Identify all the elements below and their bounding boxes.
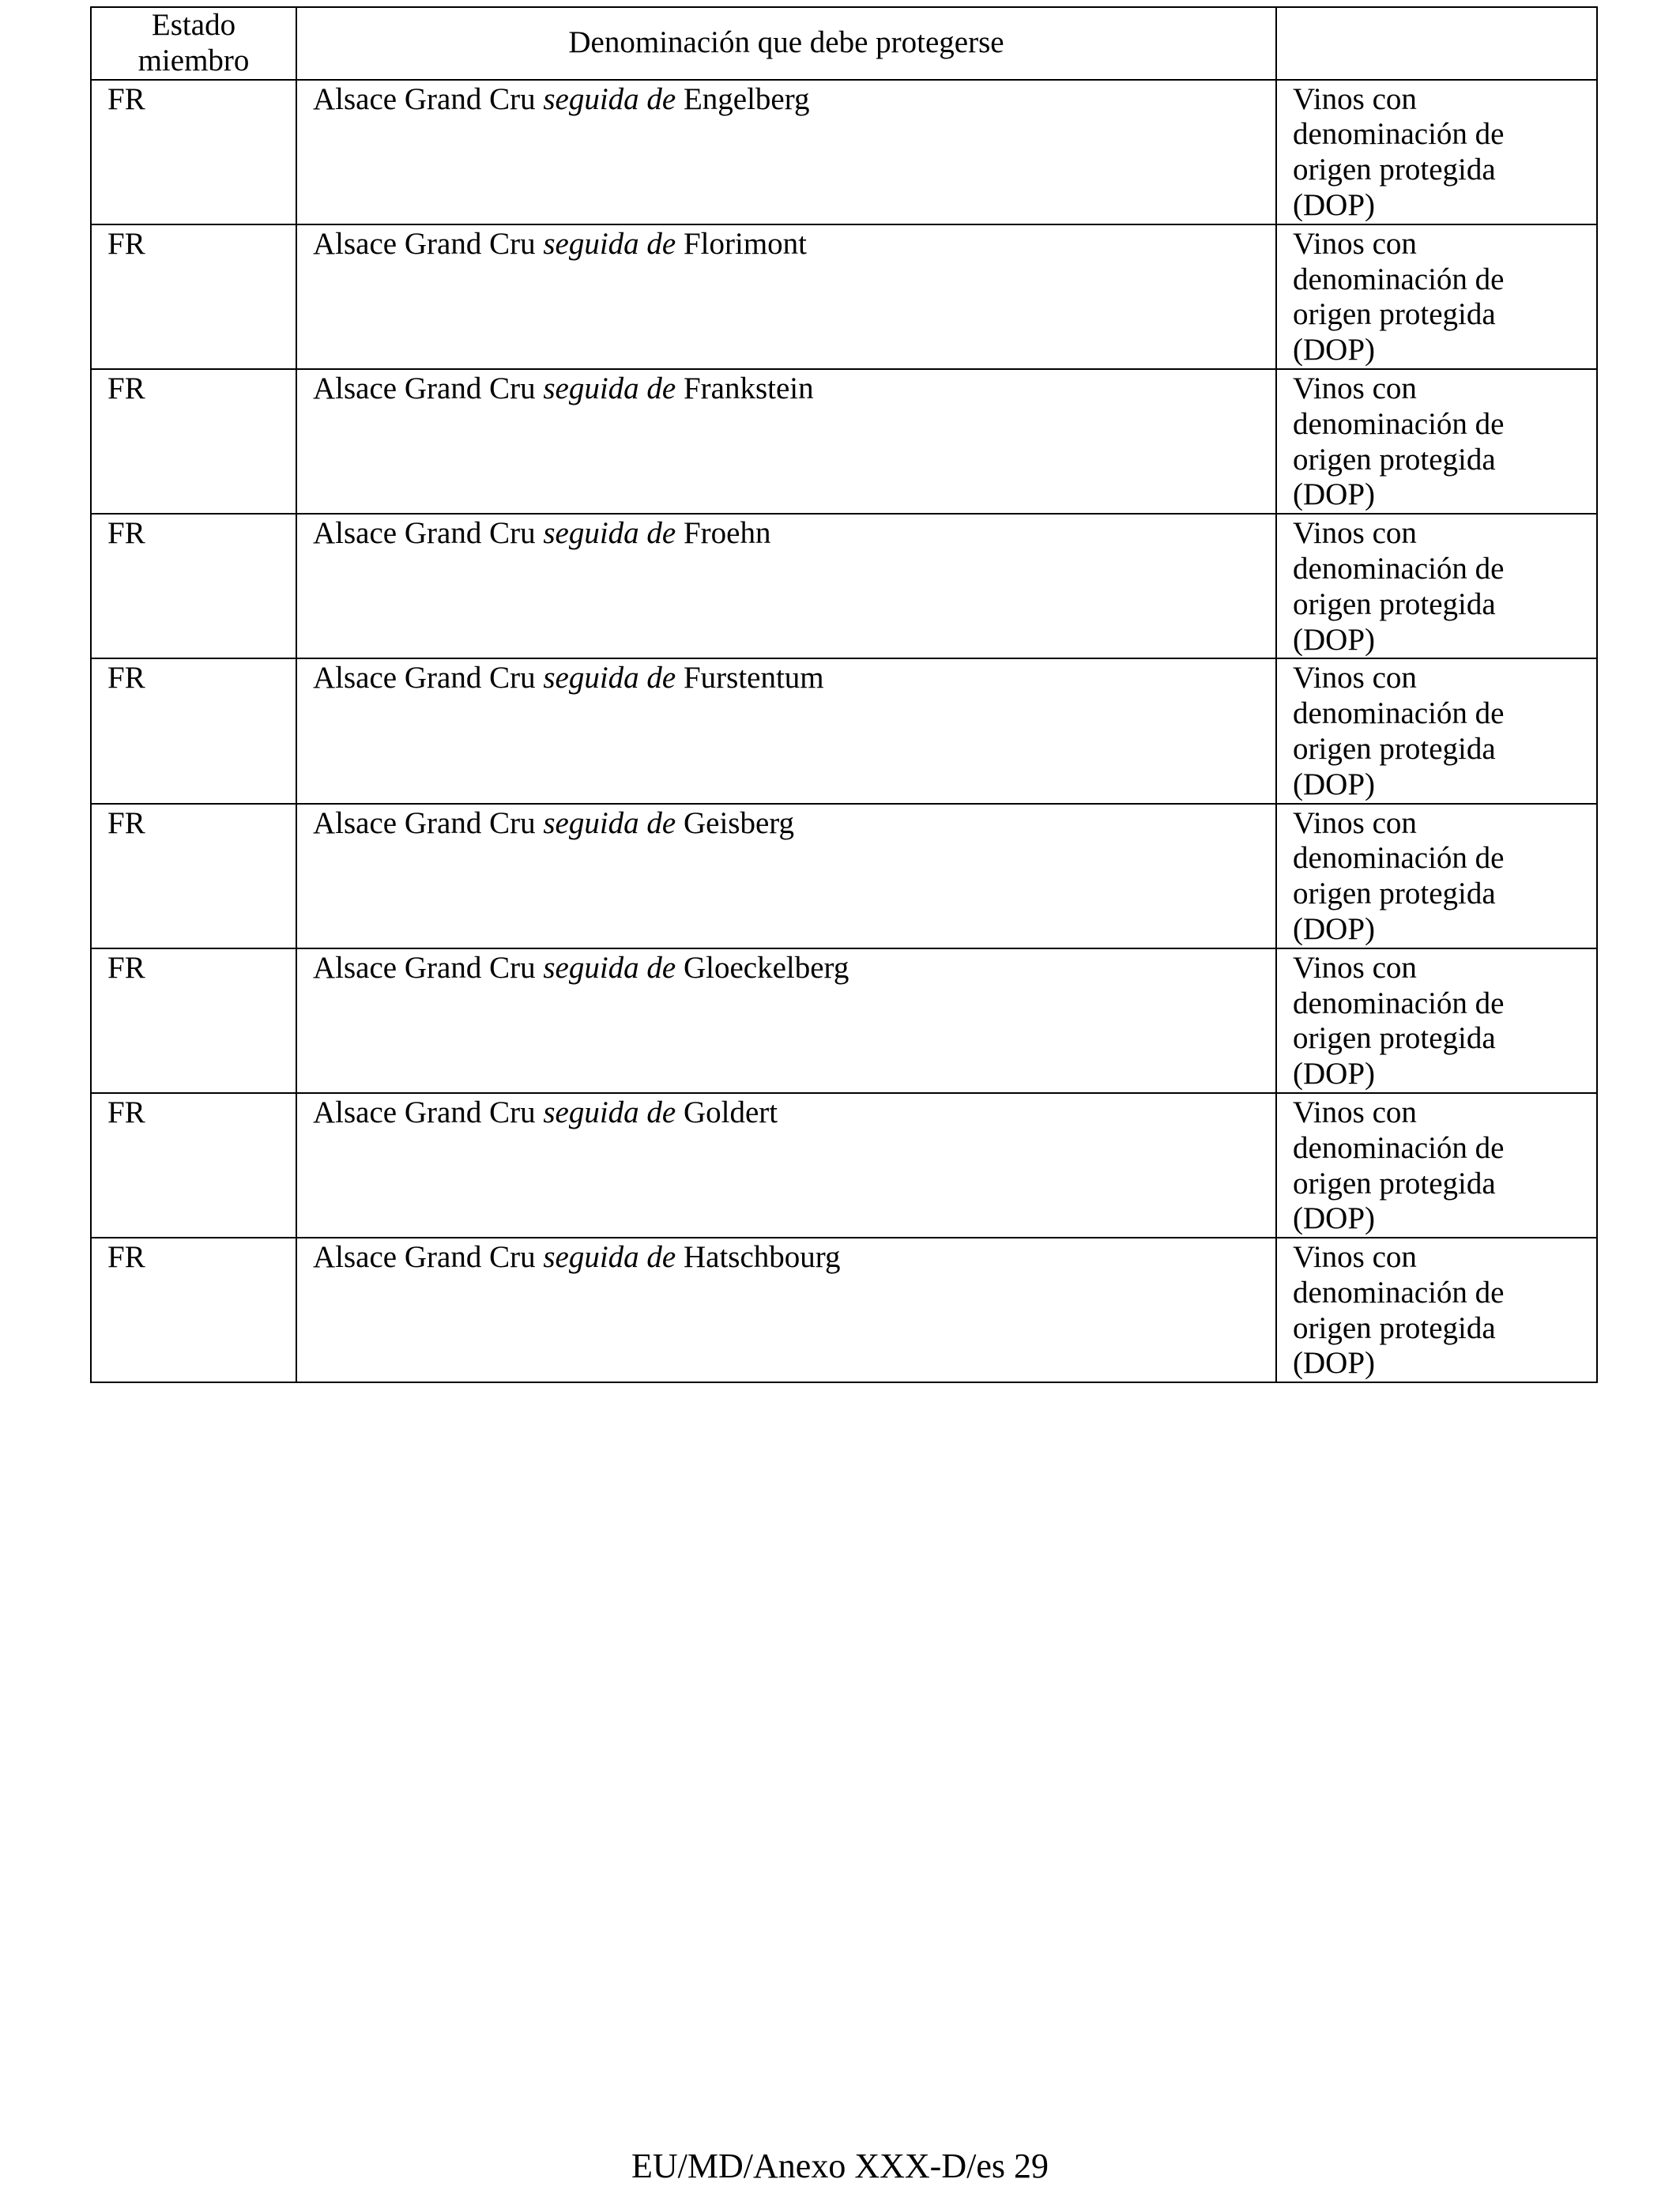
denomination-connector: seguida de — [543, 371, 676, 405]
denomination-place: Florimont — [683, 226, 807, 261]
table-row — [91, 1093, 1597, 1238]
category-cell: Vinos con denominación de origen protegida (DOP) — [1276, 80, 1597, 224]
denominations-table — [90, 6, 1598, 1383]
denomination-cell — [296, 224, 1276, 369]
denomination-prefix: Alsace Grand Cru — [313, 516, 536, 551]
member-state-cell: FR — [91, 224, 296, 369]
category-cell: Vinos con denominación de origen protegida (DOP) — [1276, 658, 1597, 803]
category-cell: Vinos con denominación de origen protegida (DOP) — [1276, 514, 1597, 658]
denomination-prefix: Alsace Grand Cru — [313, 950, 536, 985]
member-state-cell: FR — [91, 514, 296, 658]
table-row — [91, 80, 1597, 224]
denomination-place: Furstentum — [683, 661, 824, 696]
member-state-cell: FR — [91, 80, 296, 224]
table-row — [91, 948, 1597, 1093]
denomination-place: Engelberg — [683, 81, 810, 116]
denomination-prefix: Alsace Grand Cru — [313, 661, 536, 696]
header-member-state: Estado miembro — [91, 7, 296, 80]
denomination-prefix: Alsace Grand Cru — [313, 371, 536, 405]
table-body — [91, 80, 1597, 1383]
table-row — [91, 369, 1597, 514]
denomination-cell — [296, 514, 1276, 658]
denomination-prefix: Alsace Grand Cru — [313, 805, 536, 840]
member-state-cell: FR — [91, 804, 296, 948]
denomination-cell — [296, 80, 1276, 224]
denomination-connector: seguida de — [543, 81, 676, 116]
member-state-cell: FR — [91, 369, 296, 514]
category-cell: Vinos con denominación de origen protegida (DOP) — [1276, 369, 1597, 514]
denomination-cell — [296, 658, 1276, 803]
denomination-prefix: Alsace Grand Cru — [313, 81, 536, 116]
denomination-cell — [296, 1238, 1276, 1382]
member-state-cell: FR — [91, 948, 296, 1093]
table-row — [91, 514, 1597, 658]
header-denomination: Denominación que debe protegerse — [296, 7, 1276, 80]
category-cell: Vinos con denominación de origen protegida (DOP) — [1276, 1093, 1597, 1238]
denomination-place: Gloeckelberg — [683, 950, 849, 985]
denomination-connector: seguida de — [543, 1240, 676, 1275]
header-category — [1276, 7, 1597, 80]
denomination-connector: seguida de — [543, 226, 676, 261]
denomination-connector: seguida de — [543, 516, 676, 551]
table-row — [91, 658, 1597, 803]
table-row — [91, 804, 1597, 948]
denomination-connector: seguida de — [543, 661, 676, 696]
category-cell: Vinos con denominación de origen protegida (DOP) — [1276, 1238, 1597, 1382]
member-state-cell: FR — [91, 1238, 296, 1382]
member-state-cell: FR — [91, 658, 296, 803]
denomination-connector: seguida de — [543, 1095, 676, 1129]
category-cell: Vinos con denominación de origen protegida (DOP) — [1276, 804, 1597, 948]
denomination-prefix: Alsace Grand Cru — [313, 1095, 536, 1129]
denomination-place: Froehn — [683, 516, 771, 551]
denomination-place: Hatschbourg — [683, 1240, 841, 1275]
denomination-cell — [296, 948, 1276, 1093]
denomination-cell — [296, 804, 1276, 948]
denomination-connector: seguida de — [543, 950, 676, 985]
denomination-place: Geisberg — [683, 805, 795, 840]
category-cell: Vinos con denominación de origen protegida (DOP) — [1276, 948, 1597, 1093]
denomination-prefix: Alsace Grand Cru — [313, 1240, 536, 1275]
denomination-place: Frankstein — [683, 371, 814, 405]
header-row — [91, 7, 1597, 80]
table-row — [91, 1238, 1597, 1382]
denomination-cell — [296, 1093, 1276, 1238]
denomination-cell — [296, 369, 1276, 514]
table-row — [91, 224, 1597, 369]
denomination-connector: seguida de — [543, 805, 676, 840]
denomination-place: Goldert — [683, 1095, 778, 1129]
table-header — [91, 7, 1597, 80]
member-state-cell: FR — [91, 1093, 296, 1238]
page-footer-reference: EU/MD/Anexo XXX-D/es 29 — [631, 2147, 1049, 2185]
denomination-prefix: Alsace Grand Cru — [313, 226, 536, 261]
category-cell: Vinos con denominación de origen protegida (DOP) — [1276, 224, 1597, 369]
